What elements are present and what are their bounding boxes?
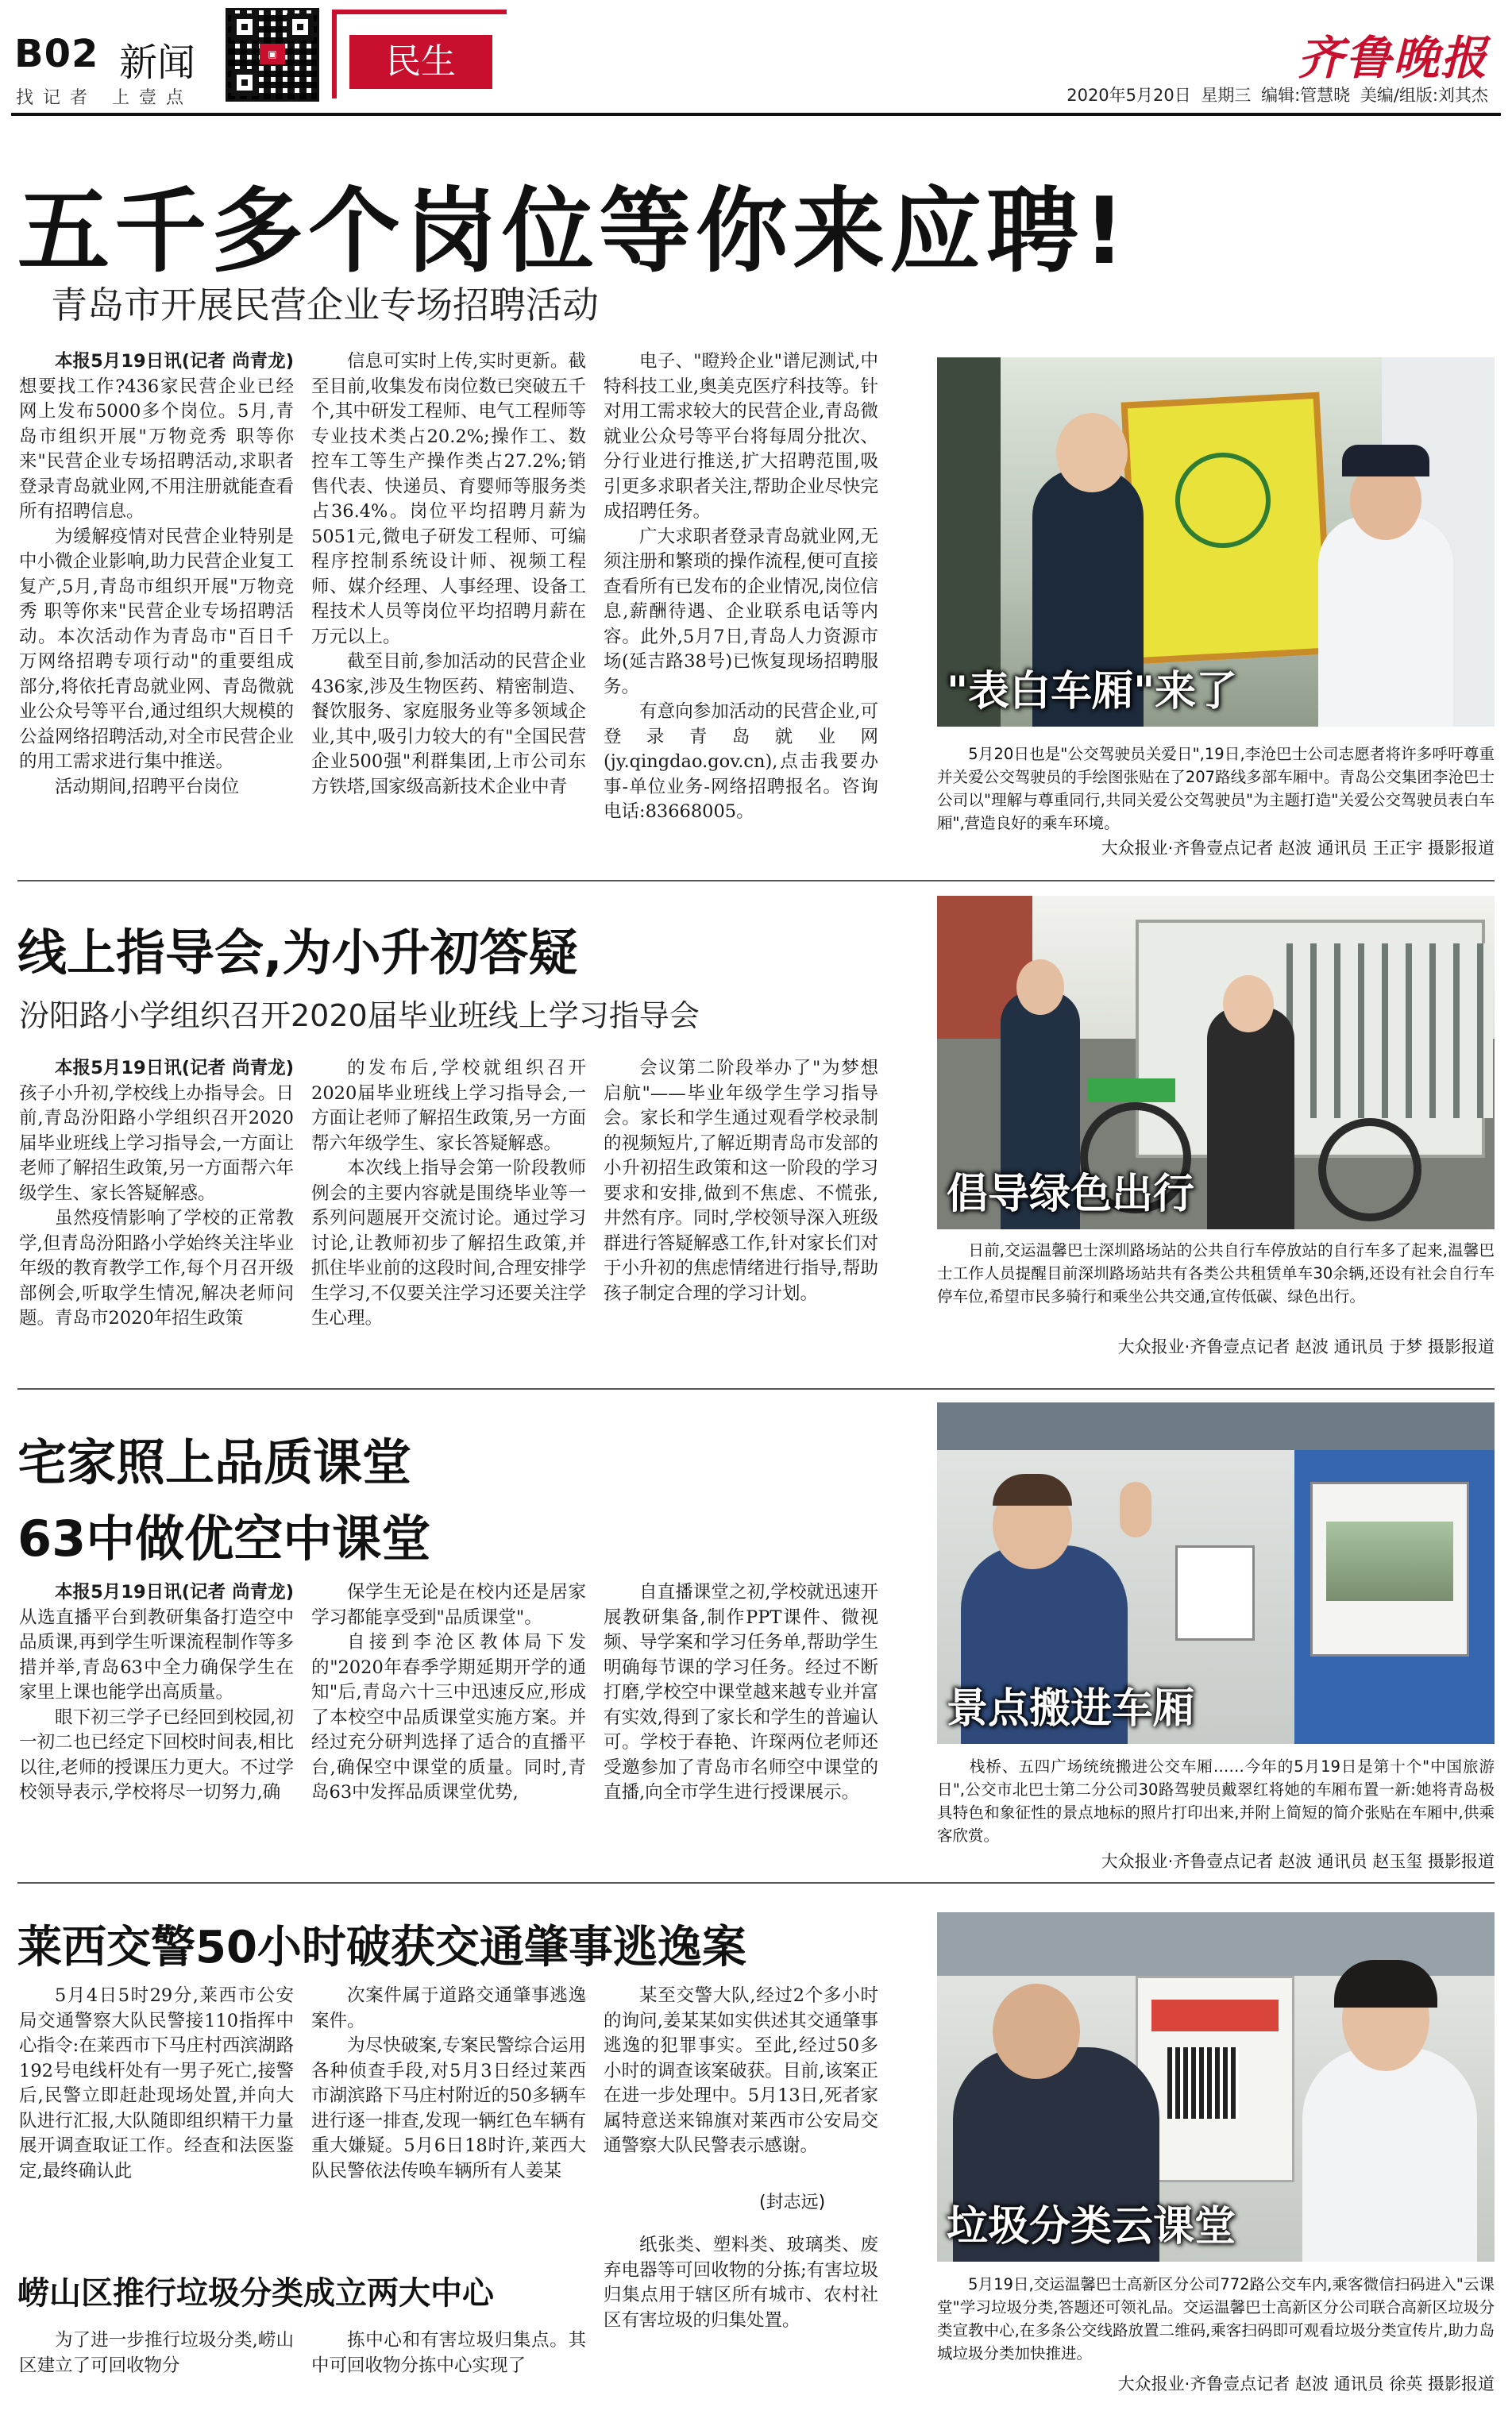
story3-column-2 [311,1580,586,1858]
paragraph: 本报5月19日讯(记者 尚青龙) 想要找工作?436家民营企业已经网上发布5000多个岗位。5月,青岛市组织开展"万物竞秀 职等你来"民营企业专场招聘活动,求职者登录青岛就业网,不用注册就能查看所有招聘信息。 [19,351,294,522]
section-divider [17,1882,1495,1884]
paragraph: 活动期间,招聘平台岗位 [55,776,240,797]
photo-caption: 日前,交运温馨巴士深圳路场站的公共自行车停放站的自行车多了起来,温馨巴士工作人员提醒目前深圳路场站共有各类公共租赁单车30余辆,还设有社会自行车停车位,希望市民多骑行和乘坐公共交通,宣传低碳、绿色出行。 [937,1241,1495,1306]
paragraph: 眼下初三学子已经回到校园,初一初二也已经定下回校时间表,相比以往,老师的授课压力更大。不过学校领导表示,学校将尽一切努力,确 [19,1707,294,1803]
photo-label: 倡导绿色出行 [947,1171,1195,1218]
story5-headline: 崂山区推行垃圾分类成立两大中心 [17,2275,494,2312]
story4-signoff: (封志远) [759,2193,826,2212]
paragraph: 本报5月19日讯(记者 尚青龙) 孩子小升初,学校线上办指导会。日前,青岛汾阳路小学组织召开2020届毕业班线上学习指导会,一方面让老师了解招生政策,另一方面帮六年级学生、家长答疑解惑。 [19,1058,294,1204]
section-divider [17,1388,1495,1390]
photo-caption: 5月19日,交运温馨巴士高新区分公司772路公交车内,乘客微信扫码进入"云课堂"学习垃圾分类,答题还可领礼品。交运温馨巴士高新区分公司联合高新区垃圾分类宣教中心,在多条公交线路放置二维码,乘客扫码即可观看垃圾分类宣传片,助力岛城垃圾分类加快推进。 [937,2275,1495,2363]
story1-column-2 [311,349,586,850]
photo-caption: 栈桥、五四广场统统搬进公交车厢……今年的5月19日是第十个"中国旅游日",公交市北巴士第二分公司30路驾驶员戴翠红将她的车厢布置一新:她将青岛极具特色和象征性的景点地标的照片打印出来,并附上简短的简介张贴在车厢中,供乘客欣赏。 [937,1757,1495,1845]
paragraph: 本报5月19日讯(记者 尚青龙) 从选直播平台到教研集备打造空中品质课,再到学生听课流程制作等多措并举,青岛63中全力确保学生在家里上课也能学出高质量。 [19,1582,294,1703]
slogan: 找记者 上壹点 [16,88,193,108]
photo-garbage-classroom [937,1912,1495,2262]
paragraph: 拣中心和有害垃圾归集点。其中可回收物分拣中心实现了 [311,2330,586,2376]
paragraph: 保学生无论是在校内还是居家学习都能享受到"品质课堂"。 [311,1582,586,1628]
paragraph: 纸张类、塑料类、玻璃类、废弃电器等可回收物的分拣;有害垃圾归集点用于辖区所有城市、农村社区有害垃圾的归集处置。 [604,2235,878,2331]
story1-column-1 [19,349,294,850]
story3-headline-line2: 63中做优空中课堂 [17,1510,431,1568]
story3-headline-line1: 宅家照上品质课堂 [17,1433,412,1491]
story3-column-1 [19,1580,294,1858]
paragraph: 本次线上指导会第一阶段教师例会的主要内容就是围绕毕业等一系列问题展开交流讨论。通过学习讨论,让教师初步了解招生政策,并抓住毕业前的这段时间,合理安排学生学习,不仅要关注学习还要关注学生心理。 [311,1158,586,1329]
newspaper-logo: 齐鲁晚报 [1297,31,1488,85]
section-name: 新闻 [119,41,196,85]
paragraph: 有意向参加活动的民营企业,可登录青岛就业网(jy.qingdao.gov.cn),点击我要办事-单位业务-网络招聘报名。咨询电话:83668005。 [604,701,878,822]
photo-label: 垃圾分类云课堂 [947,2203,1236,2251]
paragraph: 会议第二阶段举办了"为梦想启航"——毕业年级学生学习指导会。家长和学生通过观看学校录制的视频短片,了解近期青岛市发部的小升初招生政策和这一阶段的学习要求和安排,做到不焦虑、不慌张,井然有序。同时,学校领导深入班级群进行答疑解惑工作,针对家长们对于小升初的焦虑情绪进行指导,帮助孩子制定合理的学习计划。 [604,1058,878,1304]
paragraph: 某至交警大队,经过2个多小时的询问,姜某某如实供述其交通肇事逃逸的犯罪事实。至此,经过50多小时的调查该案破获。目前,该案正在进一步处理中。5月13日,死者家属特意送来锦旗对莱西市公安局交通警察大队民警表示感谢。 [604,1985,878,2156]
story2-headline: 线上指导会,为小升初答疑 [17,924,578,982]
story5-column-2 [311,2328,586,2424]
photo-credit: 大众报业·齐鲁壹点记者 赵波 通讯员 于梦 摄影报道 [1117,1337,1495,1356]
section-tab: 民生 [349,35,492,89]
photo-bus-love-carriage [937,357,1495,727]
story2-subhead: 汾阳路小学组织召开2020届毕业班线上学习指导会 [19,998,700,1033]
paragraph: 电子、"瞪羚企业"谱尼测试,中特科技工业,奥美克医疗科技等。针对用工需求较大的民营企业,青岛微就业公众号等平台将每周分批次、分行业进行推送,扩大招聘范围,吸引更多求职者关注,帮助企业尽快完成招聘任务。 [604,351,878,522]
top-rule [11,113,1501,116]
story2-column-1 [19,1056,294,1406]
paragraph: 虽然疫情影响了学校的正常教学,但青岛汾阳路小学始终关注毕业年级的教育教学工作,每个月召开级部例会,听取学生情况,解决老师问题。青岛市2020年招生政策 [19,1208,294,1329]
photo-caption: 5月20日也是"公交驾驶员关爱日",19日,李沧巴士公司志愿者将许多呼吁尊重并关爱公交驾驶员的手绘图张贴在了207路线多部车厢中。青岛公交集团李沧巴士公司以"理解与尊重同行,共同关爱公交驾驶员"为主题打造"关爱公交驾驶员表白车厢",营造良好的乘车环境。 [937,745,1495,832]
photo-label: 景点搬进车厢 [947,1685,1195,1733]
photo-label: "表白车厢"来了 [947,668,1238,716]
photo-credit: 大众报业·齐鲁壹点记者 赵波 通讯员 赵玉玺 摄影报道 [1101,1852,1495,1871]
section-divider [17,880,1495,881]
dateline: 2020年5月20日 星期三 编辑:管慧晓 美编/组版:刘其杰 [1066,86,1488,105]
photo-credit: 大众报业·齐鲁壹点记者 赵波 通讯员 王正宇 摄影报道 [1101,839,1495,858]
story2-column-2 [311,1056,586,1406]
paragraph: 为了进一步推行垃圾分类,崂山区建立了可回收物分 [19,2330,294,2376]
paragraph: 为尽快破案,专案民警综合运用各种侦查手段,对5月3日经过莱西市湖滨路下马庄村附近的50多辆车进行逐一排查,发现一辆红色车辆有重大嫌疑。5月6日18时许,莱西大队民警依法传唤车辆所有人姜某 [311,2035,586,2181]
story2-column-3 [604,1056,878,1406]
story3-column-3 [604,1580,878,1858]
paragraph: 自直播课堂之初,学校就迅速开展教研集备,制作PPT课件、微视频、导学案和学习任务单,帮助学生明确每节课的学习任务。经过不断打磨,学校空中课堂越来越专业并富有实效,得到了家长和学生的普遍认可。学校于春艳、许琛两位老师还受邀参加了青岛市名师空中课堂的直播,向全市学生进行授课展示。 [604,1582,878,1803]
paragraph: 自接到李沧区教体局下发的"2020年春季学期延期开学的通知"后,青岛六十三中迅速反应,形成了本校空中品质课堂实施方案。并经过充分研判选择了适合的直播平台,确保空中课堂的质量。同时,青岛63中发挥品质课堂优势, [311,1632,586,1803]
photo-scenic-carriage [937,1402,1495,1744]
story1-headline: 五千多个岗位等你来应聘! [17,178,1130,285]
qr-code-icon[interactable] [226,8,319,102]
photo-green-travel [937,896,1495,1229]
story4-column-1 [19,1984,294,2214]
story4-column-3 [604,1984,878,2182]
paragraph: 广大求职者登录青岛就业网,无须注册和繁琐的操作流程,便可直接查看所有已发布的企业情况,岗位信息,薪酬待遇、企业联系电话等内容。此外,5月7日,青岛人力资源市场(延吉路38号)已恢复现场招聘服务。 [604,526,878,697]
paragraph: 截至目前,参加活动的民营企业436家,涉及生物医药、精密制造、餐饮服务、家庭服务业等多领域企业,其中,吸引力较大的有"全国民营企业500强"利群集团,上市公司东方铁塔,国家级高新技术企业中青 [311,651,586,797]
paragraph: 次案件属于道路交通肇事逃逸案件。 [311,1985,586,2031]
story4-headline: 莱西交警50小时破获交通肇事逃逸案 [17,1922,746,1973]
qr-logo-icon: ▣ [260,44,285,64]
paragraph: 5月4日5时29分,莱西市公安局交通警察大队民警接110指挥中心指令:在莱西市下马庄村西滨湖路192号电线杆处有一男子死亡,接警后,民警立即赶赴现场处置,并向大队进行汇报,大队随即组织精干力量展开调查取证工作。经查和法医鉴定,最终确认此 [19,1985,294,2181]
story5-column-1 [19,2328,294,2424]
story4-column-2 [311,1984,586,2214]
paragraph: 为缓解疫情对民营企业特别是中小微企业影响,助力民营企业复工复产,5月,青岛市组织开展"万物竞秀 职等你来"民营企业专场招聘活动。本次活动作为青岛市"百日千万网络招聘专项行动"的重要组成部分,将依托青岛就业网、青岛微就业公众号等平台,通过组织大规模的公益网络招聘活动,对全市民营企业的用工需求进行集中推送。 [19,526,294,772]
story1-subhead: 青岛市开展民营企业专场招聘活动 [51,284,599,326]
page-number: B02 [14,32,99,76]
story5-column-3 [604,2233,878,2424]
photo-credit: 大众报业·齐鲁壹点记者 赵波 通讯员 徐英 摄影报道 [1117,2374,1495,2393]
paragraph: 的发布后,学校就组织召开2020届毕业班线上学习指导会,一方面让老师了解招生政策,另一方面帮六年级学生、家长答疑解惑。 [311,1058,586,1154]
story1-column-3 [604,349,878,850]
paragraph: 信息可实时上传,实时更新。截至目前,收集发布岗位数已突破五千个,其中研发工程师、电气工程师等专业技术类占20.2%;操作工、数控车工等生产操作类占27.2%;销售代表、快递员、育婴师等服务类占36.4%。岗位平均招聘月薪为5051元,微电子研发工程师、可编程序控制系统设计师、视频工程师、媒介经理、人事经理、设备工程技术人员等岗位平均招聘月薪在万元以上。 [311,351,586,647]
